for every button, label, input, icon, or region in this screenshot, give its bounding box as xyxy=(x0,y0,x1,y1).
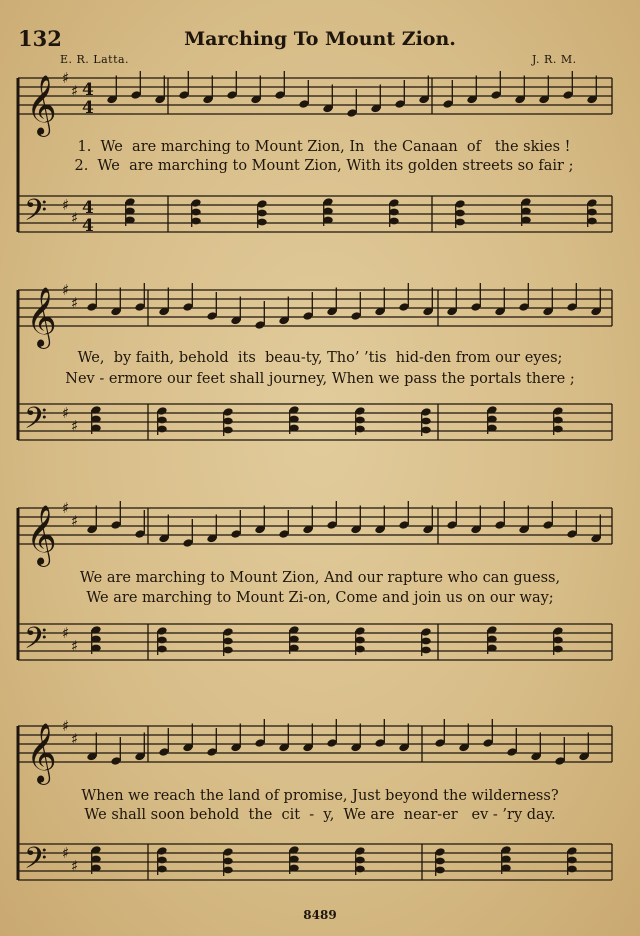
sharp-sign: ♯ xyxy=(62,717,70,735)
sharp-sign: ♯ xyxy=(62,69,70,87)
note-head xyxy=(125,208,135,215)
note-head xyxy=(355,866,365,873)
sharp-sign: ♯ xyxy=(71,637,79,655)
note-head xyxy=(91,416,101,423)
note-head xyxy=(587,218,597,225)
lyric-line: When we reach the land of promise, Just beyond the wilderness? xyxy=(81,788,559,804)
sharp-sign: ♯ xyxy=(71,209,79,227)
note-head xyxy=(289,645,299,652)
sharp-sign: ♯ xyxy=(62,281,70,299)
treble-clef: 𝄞 xyxy=(26,75,57,135)
note-head xyxy=(125,217,135,224)
lyric-line: We are marching to Mount Zion, And our rapture who can guess, xyxy=(79,570,561,586)
note-head xyxy=(389,218,399,225)
note-head xyxy=(223,858,233,865)
note-head xyxy=(421,418,431,425)
note-head xyxy=(289,416,299,423)
treble-clef: 𝄞 xyxy=(26,505,57,565)
note-head xyxy=(223,427,233,434)
note-head xyxy=(487,645,497,652)
note-head xyxy=(487,425,497,432)
note-head xyxy=(223,867,233,874)
note-head xyxy=(455,210,465,217)
lyric-line: 1. We are marching to Mount Zion, In the Canaan of the skies ! xyxy=(77,139,571,155)
note-head xyxy=(355,637,365,644)
note-head xyxy=(223,647,233,654)
note-head xyxy=(421,638,431,645)
note-head xyxy=(257,219,267,226)
note-head xyxy=(157,857,167,864)
note-head xyxy=(567,866,577,873)
note-head xyxy=(355,417,365,424)
sharp-sign: ♯ xyxy=(71,294,79,312)
note-head xyxy=(223,418,233,425)
note-head xyxy=(487,636,497,643)
note-head xyxy=(501,856,511,863)
note-head xyxy=(157,637,167,644)
page-number: 132 xyxy=(18,26,62,51)
note-head xyxy=(191,209,201,216)
note-head xyxy=(421,427,431,434)
note-head xyxy=(389,209,399,216)
note-head xyxy=(289,636,299,643)
note-head xyxy=(257,210,267,217)
bass-clef: 𝄢 xyxy=(24,194,48,235)
sharp-sign: ♯ xyxy=(71,512,79,530)
bass-clef: 𝄢 xyxy=(24,842,48,883)
note-head xyxy=(289,425,299,432)
note-head xyxy=(157,417,167,424)
lyric-line: We shall soon behold the cit - y, We are near-er ev - ’ry day. xyxy=(84,807,556,823)
note-head xyxy=(521,217,531,224)
note-head xyxy=(191,218,201,225)
sharp-sign: ♯ xyxy=(62,499,70,517)
note-head xyxy=(553,417,563,424)
sharp-sign: ♯ xyxy=(71,417,79,435)
sharp-sign: ♯ xyxy=(71,857,79,875)
lyric-line: Nev - ermore our feet shall journey, When we pass the portals there ; xyxy=(65,371,575,387)
note-head xyxy=(157,646,167,653)
bass-clef: 𝄢 xyxy=(24,402,48,443)
note-head xyxy=(553,637,563,644)
note-head xyxy=(421,647,431,654)
note-head xyxy=(91,856,101,863)
note-head xyxy=(435,867,445,874)
note-head xyxy=(91,645,101,652)
note-head xyxy=(355,857,365,864)
note-head xyxy=(435,858,445,865)
treble-clef: 𝄞 xyxy=(26,723,57,783)
treble-clef: 𝄞 xyxy=(26,287,57,347)
lyric-line: 2. We are marching to Mount Zion, With its golden streets so fair ; xyxy=(74,158,574,174)
note-head xyxy=(355,426,365,433)
note-head xyxy=(355,646,365,653)
time-signature-numerator: 4 xyxy=(82,80,94,100)
sharp-sign: ♯ xyxy=(71,730,79,748)
note-head xyxy=(323,208,333,215)
note-head xyxy=(553,426,563,433)
note-head xyxy=(323,217,333,224)
note-head xyxy=(501,865,511,872)
hymn-title: Marching To Mount Zion. xyxy=(184,28,456,50)
note-head xyxy=(223,638,233,645)
lyricist-credit: E. R. Latta. xyxy=(60,53,130,66)
sharp-sign: ♯ xyxy=(62,404,70,422)
note-head xyxy=(521,208,531,215)
bass-clef: 𝄢 xyxy=(24,622,48,663)
lyric-line: We, by faith, behold its beau-ty, Tho’ ’tis hid-den from our eyes; xyxy=(77,350,563,366)
note-head xyxy=(455,219,465,226)
composer-credit: J. R. M. xyxy=(532,53,577,66)
lyric-line: We are marching to Mount Zi-on, Come and join us on our way; xyxy=(86,590,554,606)
note-head xyxy=(157,426,167,433)
sharp-sign: ♯ xyxy=(62,844,70,862)
note-head xyxy=(567,857,577,864)
time-signature-numerator: 4 xyxy=(82,198,94,218)
time-signature-denominator: 4 xyxy=(82,98,94,118)
sharp-sign: ♯ xyxy=(71,82,79,100)
note-head xyxy=(553,646,563,653)
note-head xyxy=(91,865,101,872)
sharp-sign: ♯ xyxy=(62,624,70,642)
note-head xyxy=(91,636,101,643)
note-head xyxy=(487,416,497,423)
note-head xyxy=(157,866,167,873)
sharp-sign: ♯ xyxy=(62,196,70,214)
note-head xyxy=(587,209,597,216)
time-signature-denominator: 4 xyxy=(82,216,94,236)
note-head xyxy=(289,856,299,863)
note-head xyxy=(91,425,101,432)
note-head xyxy=(289,865,299,872)
plate-number: 8489 xyxy=(303,908,337,922)
